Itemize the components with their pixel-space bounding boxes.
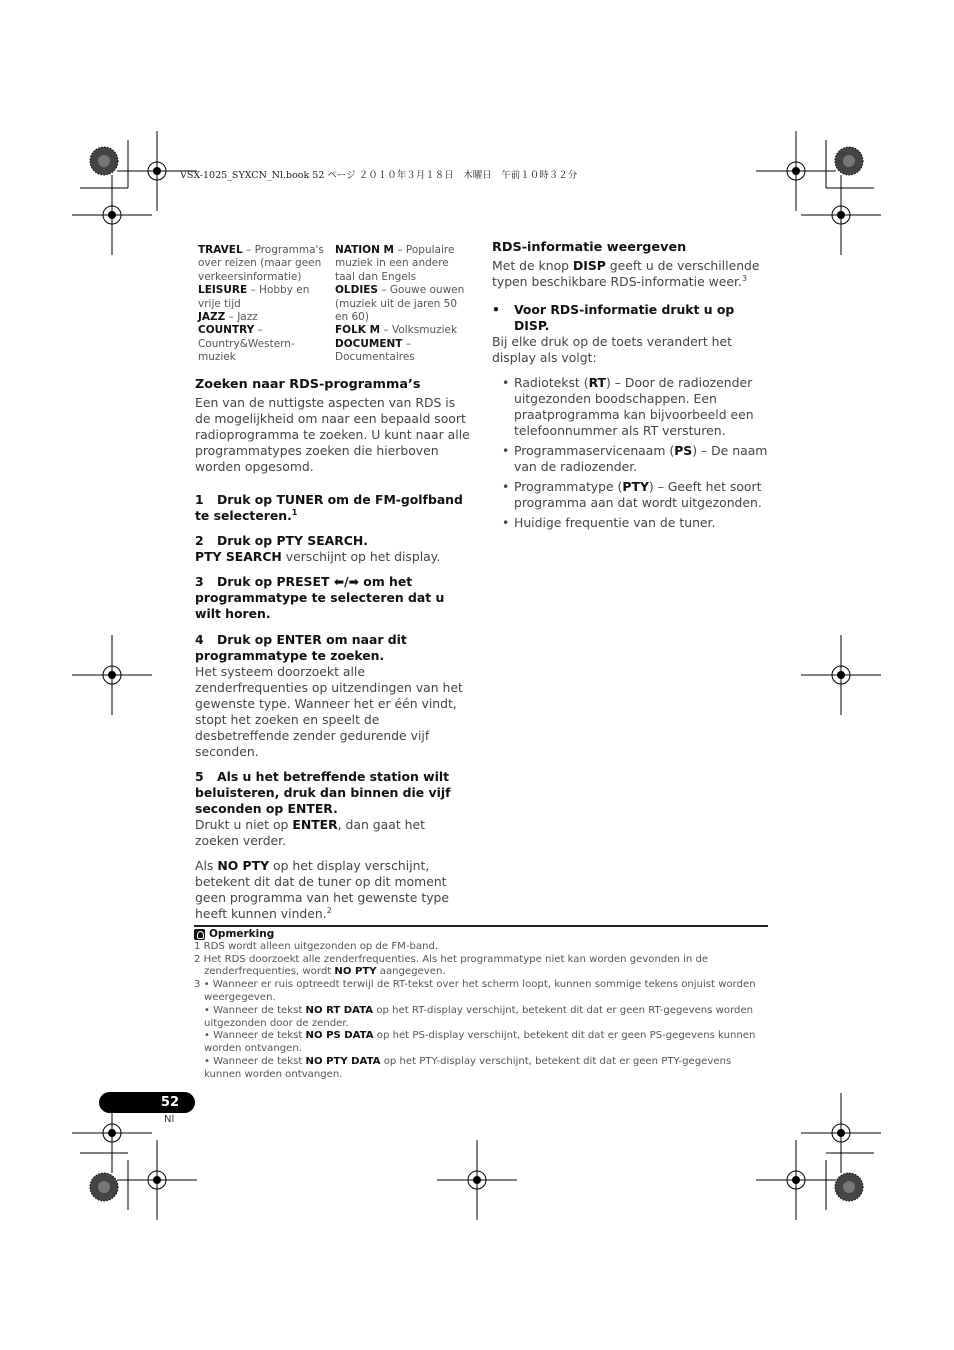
notes-section	[194, 928, 769, 1082]
list-item: • Programmaservicenaam (PS) – De naam van de radiozender.	[502, 443, 768, 474]
step-4: 4 Druk op ENTER om naar dit programmatype te zoeken.	[195, 632, 407, 663]
list-item: • Radiotekst (RT) – Door de radiozender uitgezonden boodschappen. Een praatprogramma kan bijvoorbeeld een telefoonnummer als RT versturen.	[502, 375, 754, 438]
step-2: 2 Druk op PTY SEARCH.	[195, 533, 368, 548]
star-mark-icon	[90, 147, 118, 175]
genre-item: TRAVEL – Programma's over reizen (maar geen verkeersinformatie)	[198, 244, 324, 283]
genre-item: FOLK M – Volksmuziek	[335, 324, 458, 337]
footnote-3d: • Wanneer de tekst NO PTY DATA op het PTY-display verschijnt, betekent dit dat er geen PTY-gegevens kunnen worden ontvangen.	[204, 1055, 732, 1080]
disp-instruction: • Voor RDS-informatie drukt u op DISP.	[492, 302, 735, 333]
genre-list-left	[198, 244, 328, 365]
list-item: • Programmatype (PTY) – Geeft het soort programma aan dat wordt uitgezonden.	[502, 479, 762, 510]
note-icon	[194, 929, 205, 940]
section-heading: RDS-informatie weergeven	[492, 240, 687, 255]
step-2-text: PTY SEARCH verschijnt op het display.	[195, 549, 441, 564]
display-modes-list	[492, 375, 768, 531]
left-column	[195, 377, 471, 931]
list-item: • Huidige frequentie van de tuner.	[502, 515, 716, 530]
print-header: VSX-1025_SYXCN_Nl.book 52 ページ ２０１０年３月１８日 木曜日 午前１０時３２分	[180, 170, 578, 181]
section-heading: Zoeken naar RDS-programma’s	[195, 377, 421, 392]
genre-item: COUNTRY – Country&Western-muziek	[198, 324, 295, 364]
star-mark-icon	[90, 1173, 118, 1201]
footnote-1: 1 RDS wordt alleen uitgezonden op de FM-band.	[194, 940, 439, 952]
step-5-text-a: Drukt u niet op ENTER, dan gaat het zoeken verder.	[195, 817, 425, 848]
step-5-text-b: Als NO PTY op het display verschijnt, betekent dit dat de tuner op dit moment geen programma van het gewenste type heeft kunnen vinden.$^2$	[195, 858, 450, 921]
right-column	[492, 240, 768, 535]
star-mark-icon	[835, 147, 863, 175]
rds-intro: Met de knop DISP geeft u de verschillende typen beschikbare RDS-informatie weer.$^3$	[492, 258, 760, 289]
notes-title: Opmerking	[194, 928, 769, 941]
genre-item: OLDIES – Gouwe ouwen (muziek uit de jaren 50 en 60)	[335, 284, 465, 324]
star-mark-icon	[835, 1173, 863, 1201]
genre-item: DOCUMENT – Documentaires	[335, 337, 415, 364]
footnote-3: 3 • Wanneer er ruis optreedt terwijl de RT-tekst over het scherm loopt, kunnen sommige tekens onjuist worden weergegeven.	[194, 979, 756, 1003]
step-4-text: Het systeem doorzoekt alle zenderfrequenties op uitzendingen van het gewenste type. Wanneer het er één vindt, stopt het zoeken en speelt de desbetreffende zender gedurende vijf seconden.	[195, 664, 463, 759]
genre-item: NATION M – Populaire muziek in een andere taal dan Engels	[335, 244, 455, 283]
page-number: 52	[99, 1092, 195, 1113]
footnote-3c: • Wanneer de tekst NO PS DATA op het PS-display verschijnt, betekent dit dat er geen PS-gegevens kunnen worden ontvangen.	[204, 1030, 756, 1055]
intro-text: Een van de nuttigste aspecten van RDS is de mogelijkheid om naar een bepaald soort radioprogramma te zoeken. U kunt naar alle programmatypes zoeken die hierboven worden opgesomd.	[195, 395, 470, 474]
step-3: 3 Druk op PRESET ⬅/➡ om het programmatype te selecteren dat u wilt horen.	[195, 574, 445, 621]
genre-item: LEISURE – Hobby en vrije tijd	[198, 284, 310, 310]
step-5: 5 Als u het betreffende station wilt beluisteren, druk dan binnen die vijf seconden op ENTER.	[195, 769, 451, 816]
language-code: Nl	[164, 1114, 175, 1125]
genre-list-right	[335, 244, 467, 365]
notes-divider	[194, 925, 768, 927]
disp-description: Bij elke druk op de toets verandert het display als volgt:	[492, 334, 732, 365]
footnote-2: 2 Het RDS doorzoekt alle zenderfrequenties. Als het programmatype niet kan worden gevonden in de zenderfrequenties, wordt NO PTY aangegeven.	[194, 953, 709, 978]
step-1: 1 Druk op TUNER om de FM-golfband te selecteren.$^1$	[195, 492, 463, 523]
genre-item: JAZZ – Jazz	[198, 311, 258, 324]
footnote-3b: • Wanneer de tekst NO RT DATA op het RT-display verschijnt, betekent dit dat er geen RT-gegevens worden uitgezonden door de zender.	[204, 1004, 754, 1029]
